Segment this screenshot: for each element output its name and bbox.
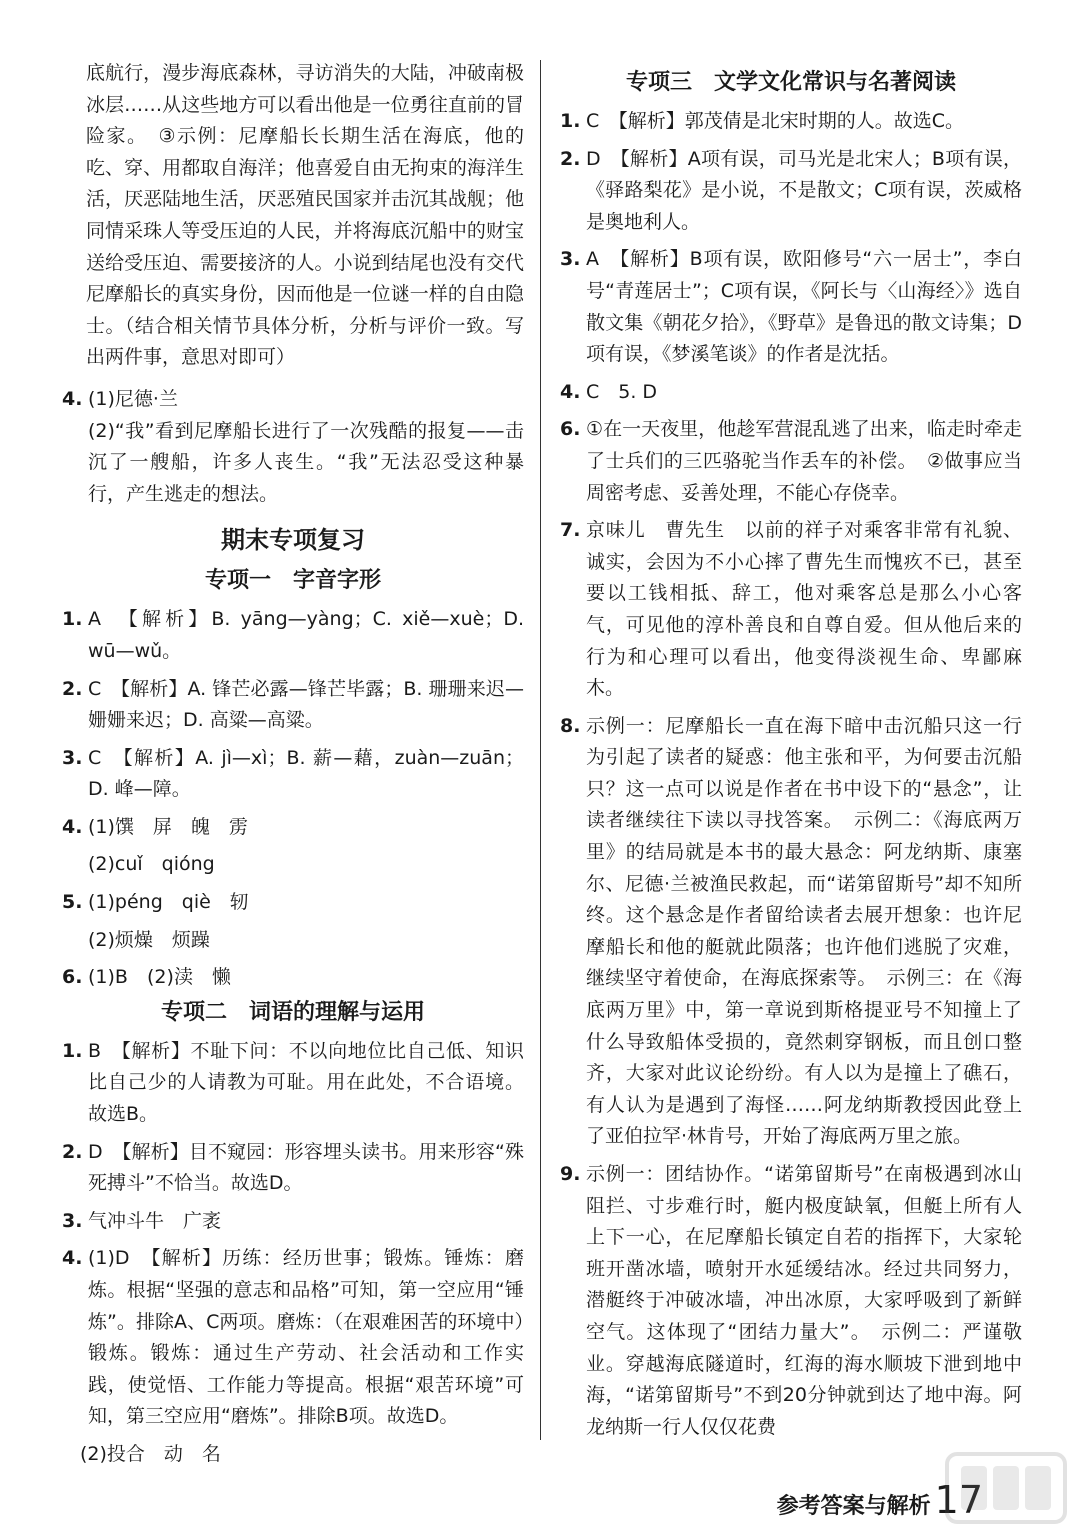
watermark-logo: [941, 1448, 1071, 1528]
section-1-list: [62, 604, 524, 994]
item-subtext: (2)cuǐ qióng: [88, 853, 215, 876]
item-text: C 5. D: [586, 380, 658, 403]
item-text: (1)馔 屏 魄 雳: [88, 815, 248, 838]
answer-item: [62, 1036, 524, 1131]
right-column: [560, 58, 1022, 1443]
answer-item: [560, 515, 1022, 705]
item-text: D 【解析】目不窥园：形容埋头读书。用来形容“殊死搏斗”不恰当。故选D。: [88, 1140, 524, 1195]
answer-item-sub: (2)投合 动 名: [80, 1442, 221, 1465]
answer-item: [62, 962, 524, 994]
item-text: (1)péng qiè 轫: [88, 891, 249, 914]
item-number: 4.: [560, 380, 581, 403]
item-number: 3.: [62, 746, 83, 769]
answer-item: [62, 743, 524, 806]
item-text: (1)D 【解析】历练：经历世事；锻炼。锤炼：磨炼。根据“坚强的意志和品格”可知，第一空应用“锤炼”。排除A、C两项。磨炼：（在艰难困苦的环境中）锻炼。锻炼：通过生产劳动、社会活动和工作实践，使觉悟、工作能力等提高。根据“艰苦环境”可知，第三空应用“磨炼”。排除B项。故选D。: [88, 1247, 524, 1428]
answer-item: [560, 106, 1022, 138]
page-number: 17: [934, 1478, 983, 1522]
column-divider: [540, 60, 541, 1440]
item-number: 8.: [560, 714, 581, 737]
answer-item: [62, 1243, 524, 1433]
answer-item: [62, 674, 524, 737]
item-text: 京味儿 曹先生 以前的祥子对乘客非常有礼貌、诚实，会因为不小心摔了曹先生而愧疚不已，甚至要以工钱相抵、辞工，他对乘客总是那么小心客气，可见他的淳朴善良和自尊自爱。但从他后来的行为和心理可以看出，他变得淡视生命、卑鄙麻木。: [586, 519, 1022, 700]
item-text: B 【解析】不耻下问：不以向地位比自己低、知识比自己少的人请教为可耻。用在此处，不合语境。故选B。: [88, 1039, 524, 1126]
item-text: 气冲斗牛 广袤: [88, 1209, 222, 1232]
item-text: D 【解析】A项有误，司马光是北宋人；B项有误，《驿路梨花》是小说，不是散文；C项有误，茨威格是奥地利人。: [586, 147, 1022, 233]
answer-item: [560, 244, 1022, 370]
section-3-list: [560, 106, 1022, 1443]
section-title-2: 专项二 词语的理解与运用: [160, 999, 425, 1025]
answer-item: [560, 711, 1022, 1153]
section-2-list: [62, 1036, 524, 1433]
item-number: 6.: [560, 418, 581, 441]
item-number: 7.: [560, 519, 581, 542]
answer-item: [560, 144, 1022, 239]
item-number: 9.: [560, 1163, 581, 1185]
answer-item: [62, 1206, 524, 1238]
item-number: 1.: [560, 110, 581, 132]
answer-item: [560, 377, 1022, 409]
section-title-3: 专项三 文学文化常识与名著阅读: [625, 70, 956, 95]
item-subtext: (2)烦燥 烦躁: [88, 928, 210, 951]
item-text: A 【解析】B. yāng—yàng；C. xiě—xuè；D. wū—wǔ。: [88, 608, 524, 662]
item-number: 2.: [560, 147, 581, 170]
intro-paragraph: 底航行，漫步海底森林，寻访消失的大陆，冲破南极冰层……从这些地方可以看出他是一位勇往直前的冒险家。 ③示例：尼摩船长长期生活在海底，他的吃、穿、用都取自海洋；他喜爱自由无拘束的海洋生活，厌恶陆地生活，厌恶殖民国家并击沉其战舰；他同情采珠人等受压迫的人民，并将海底沉船中的财宝送给受压迫、需要接济的人。小说到结尾也没有交代尼摩船长的真实身份，因而他是一位谜一样的自由隐士。（结合相关情节具体分析，分析与评价一致。写出两件事，意思对即可）: [86, 62, 524, 369]
answer-item: [62, 887, 524, 919]
item-text: 示例一：尼摩船长一直在海下暗中击沉船只这一行为引起了读者的疑惑：他主张和平，为何要击沉船只？这一点可以说是作者在书中设下的“悬念”，让读者继续往下读以寻找答案。 示例二：《海底两万里》的结局就是本书的最大悬念：阿龙纳斯、康塞尔、尼德·兰被渔民救起，而“诺第留斯号”却不知所终。这个悬念是作者留给读者去展开想象：也许尼摩船长和他的艇就此陨落；也许他们逃脱了灾难，继续坚守着使命，在海底探索等。 示例三：在《海底两万里》中，第一章说到斯格提亚号不知撞上了什么导致船体受损的，竟然刺穿钢板，而且创口整齐，大家对此议论纷纷。有人以为是撞上了礁石，有人认为是遇到了海怪……阿龙纳斯教授因此登上了亚伯拉罕·林肯号，开始了海底两万里之旅。: [586, 714, 1022, 1148]
answer-item: [62, 1137, 524, 1200]
item-number: 6.: [62, 966, 83, 989]
item-number: 3.: [62, 1209, 83, 1232]
answer-item: 4. (1)尼德·兰: [62, 387, 178, 410]
item-number: 2.: [62, 677, 83, 700]
item-text: ①在一天夜里，他趁军营混乱逃了出来，临走时牵走了士兵们的三匹骆驼当作丢车的补偿。 ②做事应当周密考虑、妥善处理，不能心存侥幸。: [586, 418, 1022, 504]
answer-item-sub: [62, 849, 524, 881]
item-number: 1.: [62, 608, 83, 631]
item-number: 4.: [62, 815, 83, 838]
item-text: C 【解析】A. jì—xì；B. 薪—藉，zuàn—zuān；D. 峰—障。: [88, 746, 524, 801]
item-number: 5.: [62, 891, 83, 914]
answer-item-sub: [62, 925, 524, 957]
item-text: (1)B (2)渎 懒: [88, 966, 231, 989]
item-text: 示例一：团结协作。“诺第留斯号”在南极遇到冰山阻拦、寸步难行时，艇内极度缺氧，但艇上所有人上下一心，在尼摩船长镇定自若的指挥下，大家轮班开凿冰墙，喷射开水延缓结冰。经过共同努力，潜艇终于冲破冰墙，冲出冰原，大家呼吸到了新鲜空气。这体现了“团结力量大”。 示例二：严谨敬业。穿越海底隧道时，红海的海水顺坡下泄到地中海，“诺第留斯号”不到20分钟就到达了地中海。阿龙纳斯一行人仅仅花费: [586, 1163, 1022, 1438]
item-text: C 【解析】郭茂倩是北宋时期的人。故选C。: [586, 110, 965, 132]
section-main-title: 期末专项复习: [221, 526, 365, 555]
footer-label: 参考答案与解析: [776, 1493, 931, 1519]
section-title-1: 专项一 字音字形: [204, 568, 381, 594]
item-text: A 【解析】B项有误，欧阳修号“六一居士”，李白号“青莲居士”；C项有误，《阿长与〈山海经〉》选自散文集《朝花夕拾》，《野草》是鲁迅的散文诗集；D项有误，《梦溪笔谈》的作者是沈括。: [586, 248, 1022, 366]
answer-item-sub: (2)“我”看到尼摩船长进行了一次残酷的报复——击沉了一艘船，许多人丧生。“我”无法忍受这种暴行，产生逃走的想法。: [88, 419, 524, 505]
answer-item: [62, 604, 524, 667]
answer-item: [62, 812, 524, 844]
item-number: 2.: [62, 1140, 83, 1163]
answer-item: [560, 414, 1022, 509]
answer-item: [560, 1159, 1022, 1443]
item-number: 3.: [560, 248, 581, 271]
left-column: [62, 58, 524, 1471]
item-number: 4.: [62, 1247, 83, 1270]
item-text: C 【解析】A. 锋芒必露—锋芒毕露；B. 珊珊来迟—姗姗来迟；D. 高粱—高粱。: [88, 677, 524, 732]
item-number: 1.: [62, 1039, 83, 1062]
